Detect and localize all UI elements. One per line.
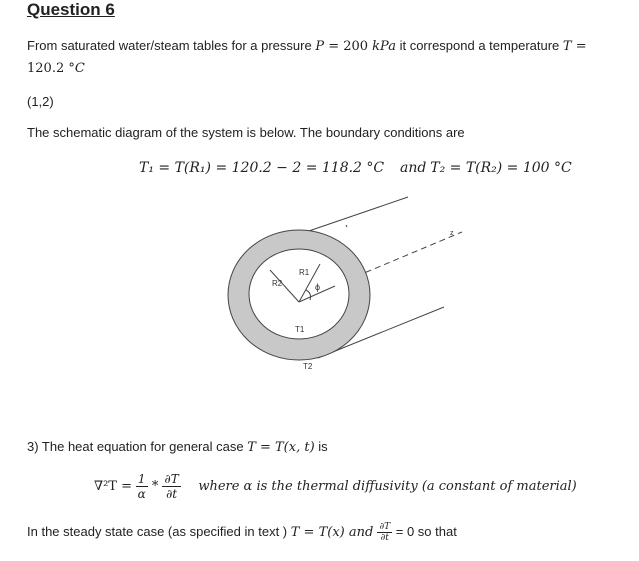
temp-var: T — [562, 39, 572, 54]
heat-is: is — [314, 439, 328, 454]
page-title: Question 6 — [27, 0, 115, 19]
label-t1: T1 — [295, 325, 305, 334]
heat-intro-line — [27, 439, 328, 455]
pipe-diagram — [0, 190, 639, 390]
steady-end: = 0 so that — [392, 523, 457, 539]
heat-intro: 3) The heat equation for general case — [27, 439, 248, 454]
fraction-dt — [162, 472, 180, 501]
steady-text: In the steady state case (as specified in text ) — [27, 523, 291, 539]
times-star: * — [147, 478, 163, 494]
fraction-dt-small — [377, 522, 392, 543]
label-r1: R1 — [299, 268, 310, 277]
pressure-unit: kPa — [372, 39, 396, 54]
frac1-den: α — [137, 487, 146, 501]
steady-and: and — [344, 524, 378, 540]
temp-value: 120.2 ° — [27, 61, 75, 76]
where-text: where α is the thermal diffusivity (a constant of material) — [198, 478, 577, 494]
boundary-conditions — [139, 159, 572, 176]
reference: (1,2) — [27, 94, 54, 109]
intro-line-2 — [27, 60, 85, 76]
schematic-text: The schematic diagram of the system is below. The boundary conditions are — [27, 125, 465, 140]
heat-general-eq: T = T(x, t) — [247, 440, 315, 455]
intro-text: From saturated water/steam tables for a pressure — [27, 38, 312, 53]
frac2-num: ∂T — [164, 472, 179, 486]
label-z: z — [450, 230, 454, 237]
fraction-one-over-alpha — [136, 472, 148, 501]
boundary-eq-2: T₂ = T(R₂) = 100 °C — [430, 160, 572, 176]
tick-mark — [346, 225, 347, 227]
boundary-eq-1: T₁ = T(R₁) = 120.2 − 2 = 118.2 °C — [139, 160, 385, 176]
pressure-eq: = 200 — [324, 39, 373, 54]
steady-state-line — [27, 522, 457, 543]
intro-line-1 — [27, 38, 587, 54]
frac3-den: ∂t — [380, 533, 389, 543]
temp-eq: = — [571, 39, 587, 54]
boundary-and: and — [400, 160, 427, 176]
temp-unit: C — [74, 61, 85, 76]
frac1-num: 1 — [136, 472, 148, 487]
steady-eq: T = T(x) — [290, 524, 345, 540]
label-phi: ϕ — [315, 282, 321, 292]
frac2-den: ∂t — [166, 487, 178, 501]
pressure-var: P — [315, 39, 325, 54]
intro-mid: it correspond a temperature — [395, 38, 563, 53]
label-t2: T2 — [303, 362, 313, 371]
heat-equation — [94, 472, 577, 501]
laplacian: ∇²T = — [94, 478, 132, 494]
frac3-num: ∂T — [379, 522, 391, 532]
label-r2: R2 — [272, 279, 283, 288]
